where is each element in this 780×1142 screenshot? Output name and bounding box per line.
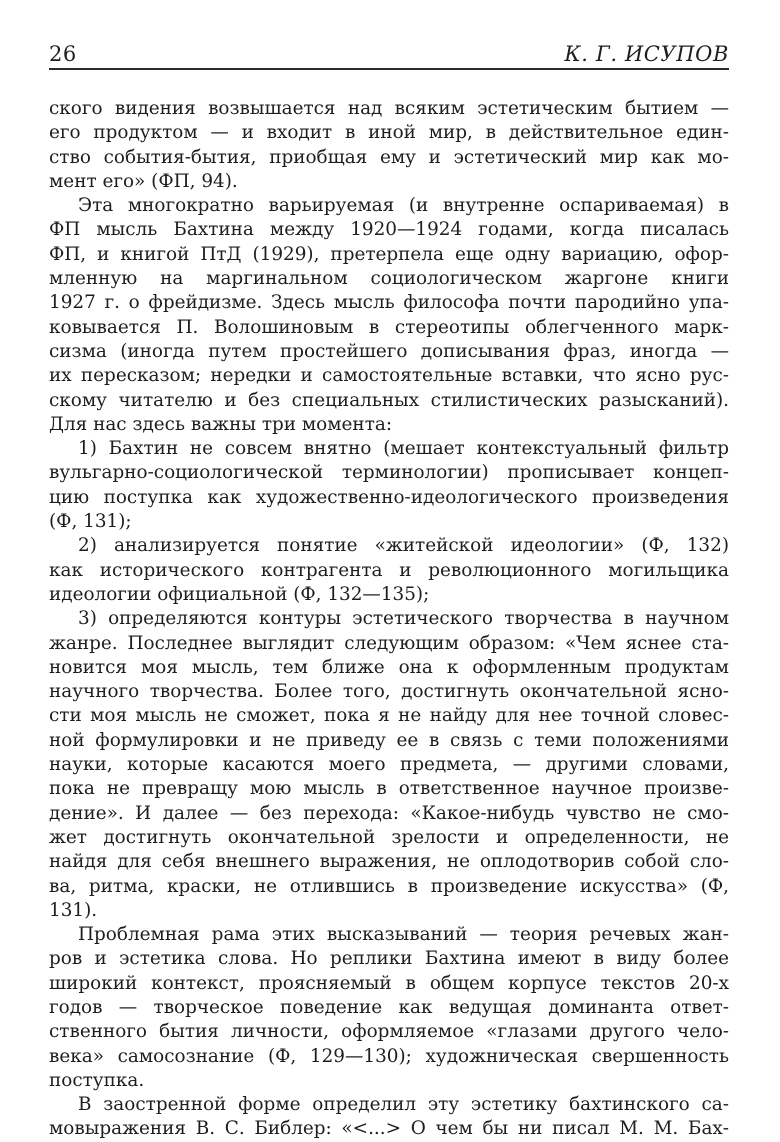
text-line: (Ф, 131); — [49, 511, 132, 533]
text-line: найдя для себя внешнего выражения, не оплодотворив собой сло- — [49, 851, 729, 873]
text-line: Проблемная рама этих высказываний — теория речевых жан- — [78, 924, 729, 946]
page-number: 26 — [49, 42, 77, 66]
text-line: В заостренной форме определил эту эстетику бахтинского са- — [78, 1094, 729, 1116]
text-line: 1) Бахтин не совсем внятно (мешает контекстуальный фильтр — [78, 438, 729, 460]
body-text — [49, 97, 729, 1142]
text-line: ФП мысль Бахтина между 1920—1924 годами, когда писалась — [49, 219, 729, 241]
text-line: годов — творческое поведение как ведущая доминанта ответ- — [49, 996, 729, 1018]
text-line: 131). — [49, 899, 98, 921]
text-line: вульгарно-социологической терминологии) прописывает концеп- — [49, 462, 729, 484]
text-line: ва, ритма, краски, не отлившись в произведение искусства» (Ф, — [49, 875, 729, 897]
text-line: мовыражения В. С. Библер: «<...> О чем бы ни писал М. М. Бах- — [49, 1118, 729, 1140]
text-line: мент его» (ФП, 94). — [49, 170, 238, 192]
text-line: мленную на маргинальном социологическом жаргоне книги — [49, 268, 729, 290]
running-head — [49, 38, 729, 70]
text-line: скому читателю и без специальных стилистических разысканий). — [49, 389, 729, 411]
text-line: сти моя мысль не сможет, пока я не найду для нее точной словес- — [49, 705, 729, 727]
book-page — [49, 38, 729, 1140]
text-line: новится моя мысль, тем ближе она к оформленным продуктам — [49, 656, 729, 678]
text-line: века» самосознание (Ф, 129—130); художническая свершенность — [49, 1045, 729, 1067]
text-line: 3) определяются контуры эстетического творчества в научном — [78, 608, 729, 630]
running-title: К. Г. ИСУПОВ — [564, 42, 729, 66]
text-line: 2) анализируется понятие «житейской идеологии» (Ф, 132) — [78, 535, 729, 557]
text-line: 1927 г. о фрейдизме. Здесь мысль философа почти пародийно упа- — [49, 292, 729, 314]
text-line: поступка. — [49, 1069, 145, 1091]
text-line: ковывается П. Волошиновым в стереотипы облегченного марк- — [49, 316, 729, 338]
text-line: идеологии официальной (Ф, 132—135); — [49, 583, 430, 605]
text-line: науки, которые касаются моего предмета, — другими словами, — [49, 754, 729, 776]
text-line: как исторического контрагента и революционного могильщика — [49, 559, 729, 581]
text-line: их пересказом; нередки и самостоятельные вставки, что ясно рус- — [49, 365, 729, 387]
text-line: ство события-бытия, приобщая ему и эстетический мир как мо- — [49, 146, 729, 168]
text-line: дение». И далее — без перехода: «Какое-нибудь чувство не смо- — [49, 802, 729, 824]
text-line: сизма (иногда путем простейшего дописывания фраз, иногда — — [49, 340, 729, 362]
text-line: ров и эстетика слова. Но реплики Бахтина имеют в виду более — [49, 948, 729, 970]
text-line: научного творчества. Более того, достигнуть окончательной ясно- — [49, 681, 729, 703]
text-line: ственного бытия личности, оформляемое «глазами другого чело- — [49, 1021, 729, 1043]
text-line: жет достигнуть окончательной зрелости и определенности, не — [49, 826, 729, 848]
text-line: жанре. Последнее выглядит следующим образом: «Чем яснее ста- — [49, 632, 729, 654]
text-line: Для нас здесь важны три момента: — [49, 413, 393, 435]
text-line: его продуктом — и входит в иной мир, в действительное един- — [49, 122, 729, 144]
text-line: ной формулировки и не приведу ее в связь с теми положениями — [49, 729, 729, 751]
text-line: пока не превращу мою мысль в ответственное научное произве- — [49, 778, 729, 800]
text-line: ского видения возвышается над всяким эстетическим бытием — — [49, 98, 729, 119]
text-line: широкий контекст, проясняемый в общем корпусе текстов 20-х — [49, 972, 729, 994]
text-line: Эта многократно варьируемая (и внутренне оспариваемая) в — [78, 195, 729, 217]
text-line: ФП, и книгой ПтД (1929), претерпела еще одну вариацию, офор- — [49, 243, 729, 265]
text-line: цию поступка как художественно-идеологического произведения — [49, 486, 729, 508]
